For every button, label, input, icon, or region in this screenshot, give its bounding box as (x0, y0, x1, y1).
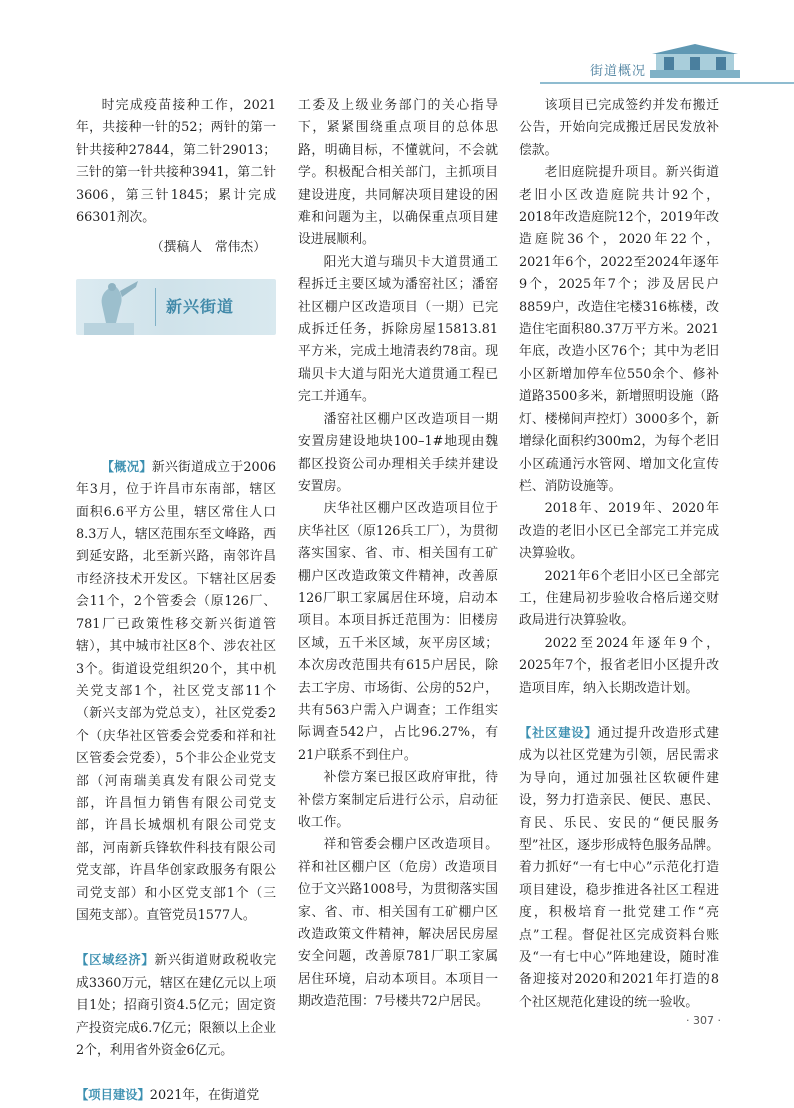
banner-title: 新兴街道 (166, 297, 235, 316)
paragraph: 庆华社区棚户区改造项目位于庆华社区（原126兵工厂），为贯彻落实国家、省、市、相关国有工矿棚户区改造政策文件精神，改善原126厂职工家属居住环境，启动本项目。本项目拆迁范围为：旧楼房区域，五千米区域，灰平房区域；本次房改范围共有615户居民，除去工字房、市场街、公房的52户，共有563户需入户调查；工作组实际调查542户，占比96.27%，有21户联系不到住户。 (298, 501, 498, 763)
section-banner (76, 279, 276, 335)
header-divider (540, 82, 794, 84)
paragraph: 新兴街道财政税收完成3360万元，辖区在建亿元以上项目1处；招商引资4.5亿元；固定资产投资完成6.7亿元；限额以上企业2个，利用省外资金6亿元。 (76, 953, 276, 1058)
keyword-label: 【项目建设】 (76, 1088, 150, 1103)
paragraph: 2021年6个老旧小区已全部完工，住建局初步验收合格后递交财政局进行决算验收。 (519, 568, 719, 629)
paragraph: 该项目已完成签约并发布搬迁公告，开始向完成搬迁居民发放补偿款。 (519, 98, 719, 158)
paragraph: 祥和管委会棚户区改造项目。祥和社区棚户区（危房）改造项目位于文兴路1008号，为贯彻落实国家、省、市、相关国有工矿棚户区改造政策文件精神，解决居民房屋安全问题，改善原781厂职工家属居住环境，启动本项目。本项目一期改造范围：7号楼共72户居民。 (298, 837, 498, 1010)
paragraph: 新兴街道成立于2006年3月，位于许昌市东南部，辖区面积6.6平方公里，辖区常住人口8.3万人，辖区范围东至文峰路，西到延安路，北至新兴路，南邻许昌市经济技术开发区。下辖社区居委会11个，2个管委会（原126厂、781厂已政策性移交新兴街道管辖），其中城市社区8个、涉农社区3个。街道设党组织20个，其中机关党支部1个，社区党支部11个（新兴支部为党总支），社区党委2个（庆华社区管委会党委和祥和社区管委会党委），5个非公企业党支部（河南瑞美真发有限公司党支部，许昌恒力销售有限公司党支部，许昌长城烟机有限公司党支部，河南新兵锋软件科技有限公司党支部，许昌华创家政服务有限公司党支部）和小区党支部1个（三国苑支部）。直管党员1577人。 (76, 459, 276, 923)
column-3 (519, 95, 719, 1014)
keyword-label: 【概况】 (101, 459, 152, 474)
paragraph: 2021年，在街道党 (149, 1088, 260, 1104)
paragraph: 通过提升改造形式建成为以社区党建为引领，居民需求为导向，通过加强社区软硬件建设，努力打造亲民、便民、惠民、育民、乐民、安民的“便民服务型”社区，逐步形成特色服务品牌。着力抓好“一有七中心”示范化打造项目建设，稳步推进各社区工程进度，积极培育一批党建工作“亮点”工程。督促社区完成资料台账及“一有七中心”阵地建设，随时准备迎接对2020和2021年打造的8个社区规范化建设的统一验收。 (519, 725, 719, 1010)
paragraph: 工委及上级业务部门的关心指导下，紧紧围绕重点项目的总体思路，明确目标，不懂就问，不会就学。积极配合相关部门，主抓项目建设进度，共同解决项目建设的困难和问题为主，以确保重点项目建设进展顺利。 (298, 98, 498, 248)
statue-icon (76, 279, 150, 335)
paragraph: 2022至2024年逐年9个，2025年7个，报省老旧小区提升改造项目库，纳入长期改造计划。 (519, 635, 719, 696)
page-number: · 307 · (686, 1014, 721, 1027)
keyword-label: 【区域经济】 (76, 953, 155, 968)
paragraph: 补偿方案已报区政府审批，待补偿方案制定后进行公示，启动征收工作。 (298, 770, 498, 830)
paragraph: 潘窑社区棚户区改造项目一期安置房建设地块100–1#地现由魏都区投资公司办理相关手续并建设安置房。 (298, 411, 498, 494)
paragraph: 时完成疫苗接种工作，2021年，共接种一针的52；两针的第一针共接种27844，第二针29013；三针的第一针共接种3941，第二针3606，第三针1845；累计完成66301剂次。 (76, 98, 276, 226)
column-1 (76, 95, 276, 1108)
banner-divider (155, 288, 156, 326)
keyword-label: 【社区建设】 (519, 725, 598, 740)
paragraph: 阳光大道与瑞贝卡大道贯通工程拆迁主要区域为潘窑社区；潘窑社区棚户区改造项目（一期）已完成拆迁任务，拆除房屋15813.81平方米，完成土地清表约78亩。现瑞贝卡大道与阳光大道贯通工程已完工并通车。 (298, 254, 498, 405)
author-signature: （撰稿人 常伟杰） (150, 240, 266, 256)
paragraph: 老旧庭院提升项目。新兴街道老旧小区改造庭院共计92个，2018年改造庭院12个，2019年改造庭院36个，2020年22个，2021年6个，2022至2024年逐年9个，2025年7个；涉及居民户8859户，改造住宅楼316栋楼，改造住宅面积80.37万平方米。2021年底，改造小区76个；其中为老旧小区新增加停车位550余个、修补道路3500多米，新增照明设施（路灯、楼梯间声控灯）3000多个，新增绿化面积约300m2，为每个老旧小区疏通污水管网、增加文化宣传栏、消防设施等。 (519, 165, 719, 494)
column-2 (298, 95, 498, 1014)
header-section-title: 街道概况 (590, 64, 647, 79)
header-illustration (650, 44, 740, 82)
paragraph: 2018年、2019年、2020年改造的老旧小区已全部完工并完成决算验收。 (519, 501, 719, 562)
